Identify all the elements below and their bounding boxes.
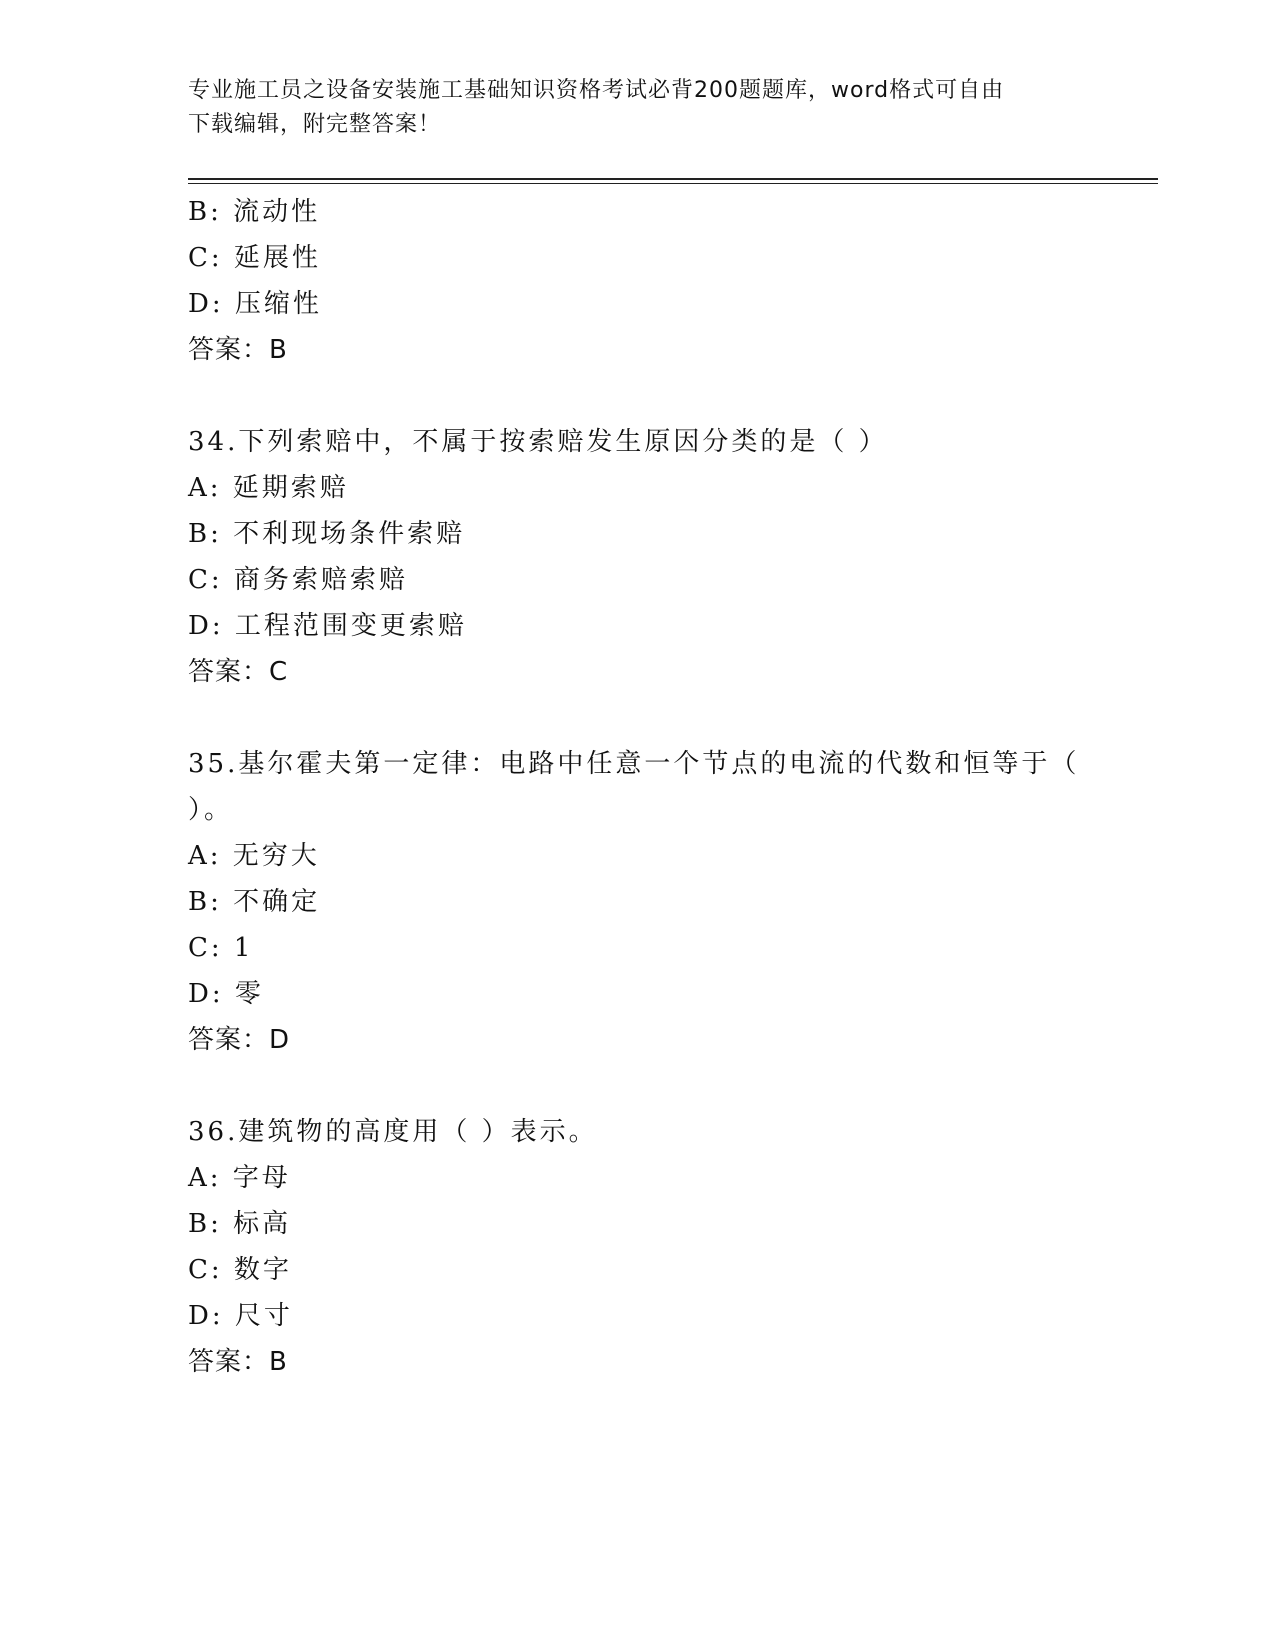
spacer [188,373,1088,419]
option-b: B: 流动性 [188,197,321,227]
option-d: D: 工程范围变更索赔 [188,611,467,641]
option-c: C: 数字 [188,1255,292,1285]
spacer [188,695,1088,741]
question-text-line-2: ）。 [188,795,234,825]
header-line-2: 下载编辑，附完整答案！ [188,112,442,137]
answer-line: 答案：B [188,335,288,365]
option-b: B: 不利现场条件索赔 [188,519,466,549]
question-text: 36.建筑物的高度用（ ）表示。 [188,1117,598,1147]
answer-line: 答案：D [188,1025,291,1055]
option-c: C: 延展性 [188,243,321,273]
question-list [188,189,1088,1385]
option-c: C: 1 [188,933,254,963]
option-d: D: 尺寸 [188,1301,293,1331]
option-a: A: 延期索赔 [188,473,349,503]
option-d: D: 零 [188,979,264,1009]
question-34 [188,419,1088,695]
header-divider-thin [188,183,1158,184]
option-b: B: 不确定 [188,887,321,917]
spacer [188,1063,1088,1109]
answer-line: 答案：B [188,1347,288,1377]
header-line-1: 专业施工员之设备安装施工基础知识资格考试必背200题题库，word格式可自由 [188,78,1005,103]
question-text-line-1: 35.基尔霍夫第一定律：电路中任意一个节点的电流的代数和恒等于（ [188,749,1080,779]
document-header [188,74,1068,142]
question-36 [188,1109,1088,1385]
question-text: 34.下列索赔中，不属于按索赔发生原因分类的是（ ） [188,427,888,457]
option-b: B: 标高 [188,1209,292,1239]
header-divider-thick [188,178,1158,180]
answer-line: 答案：C [188,657,289,687]
option-a: A: 字母 [188,1163,291,1193]
option-d: D: 压缩性 [188,289,322,319]
option-a: A: 无穷大 [188,841,320,871]
question-35 [188,741,1088,1063]
question-33-continued [188,189,1088,373]
option-c: C: 商务索赔索赔 [188,565,408,595]
